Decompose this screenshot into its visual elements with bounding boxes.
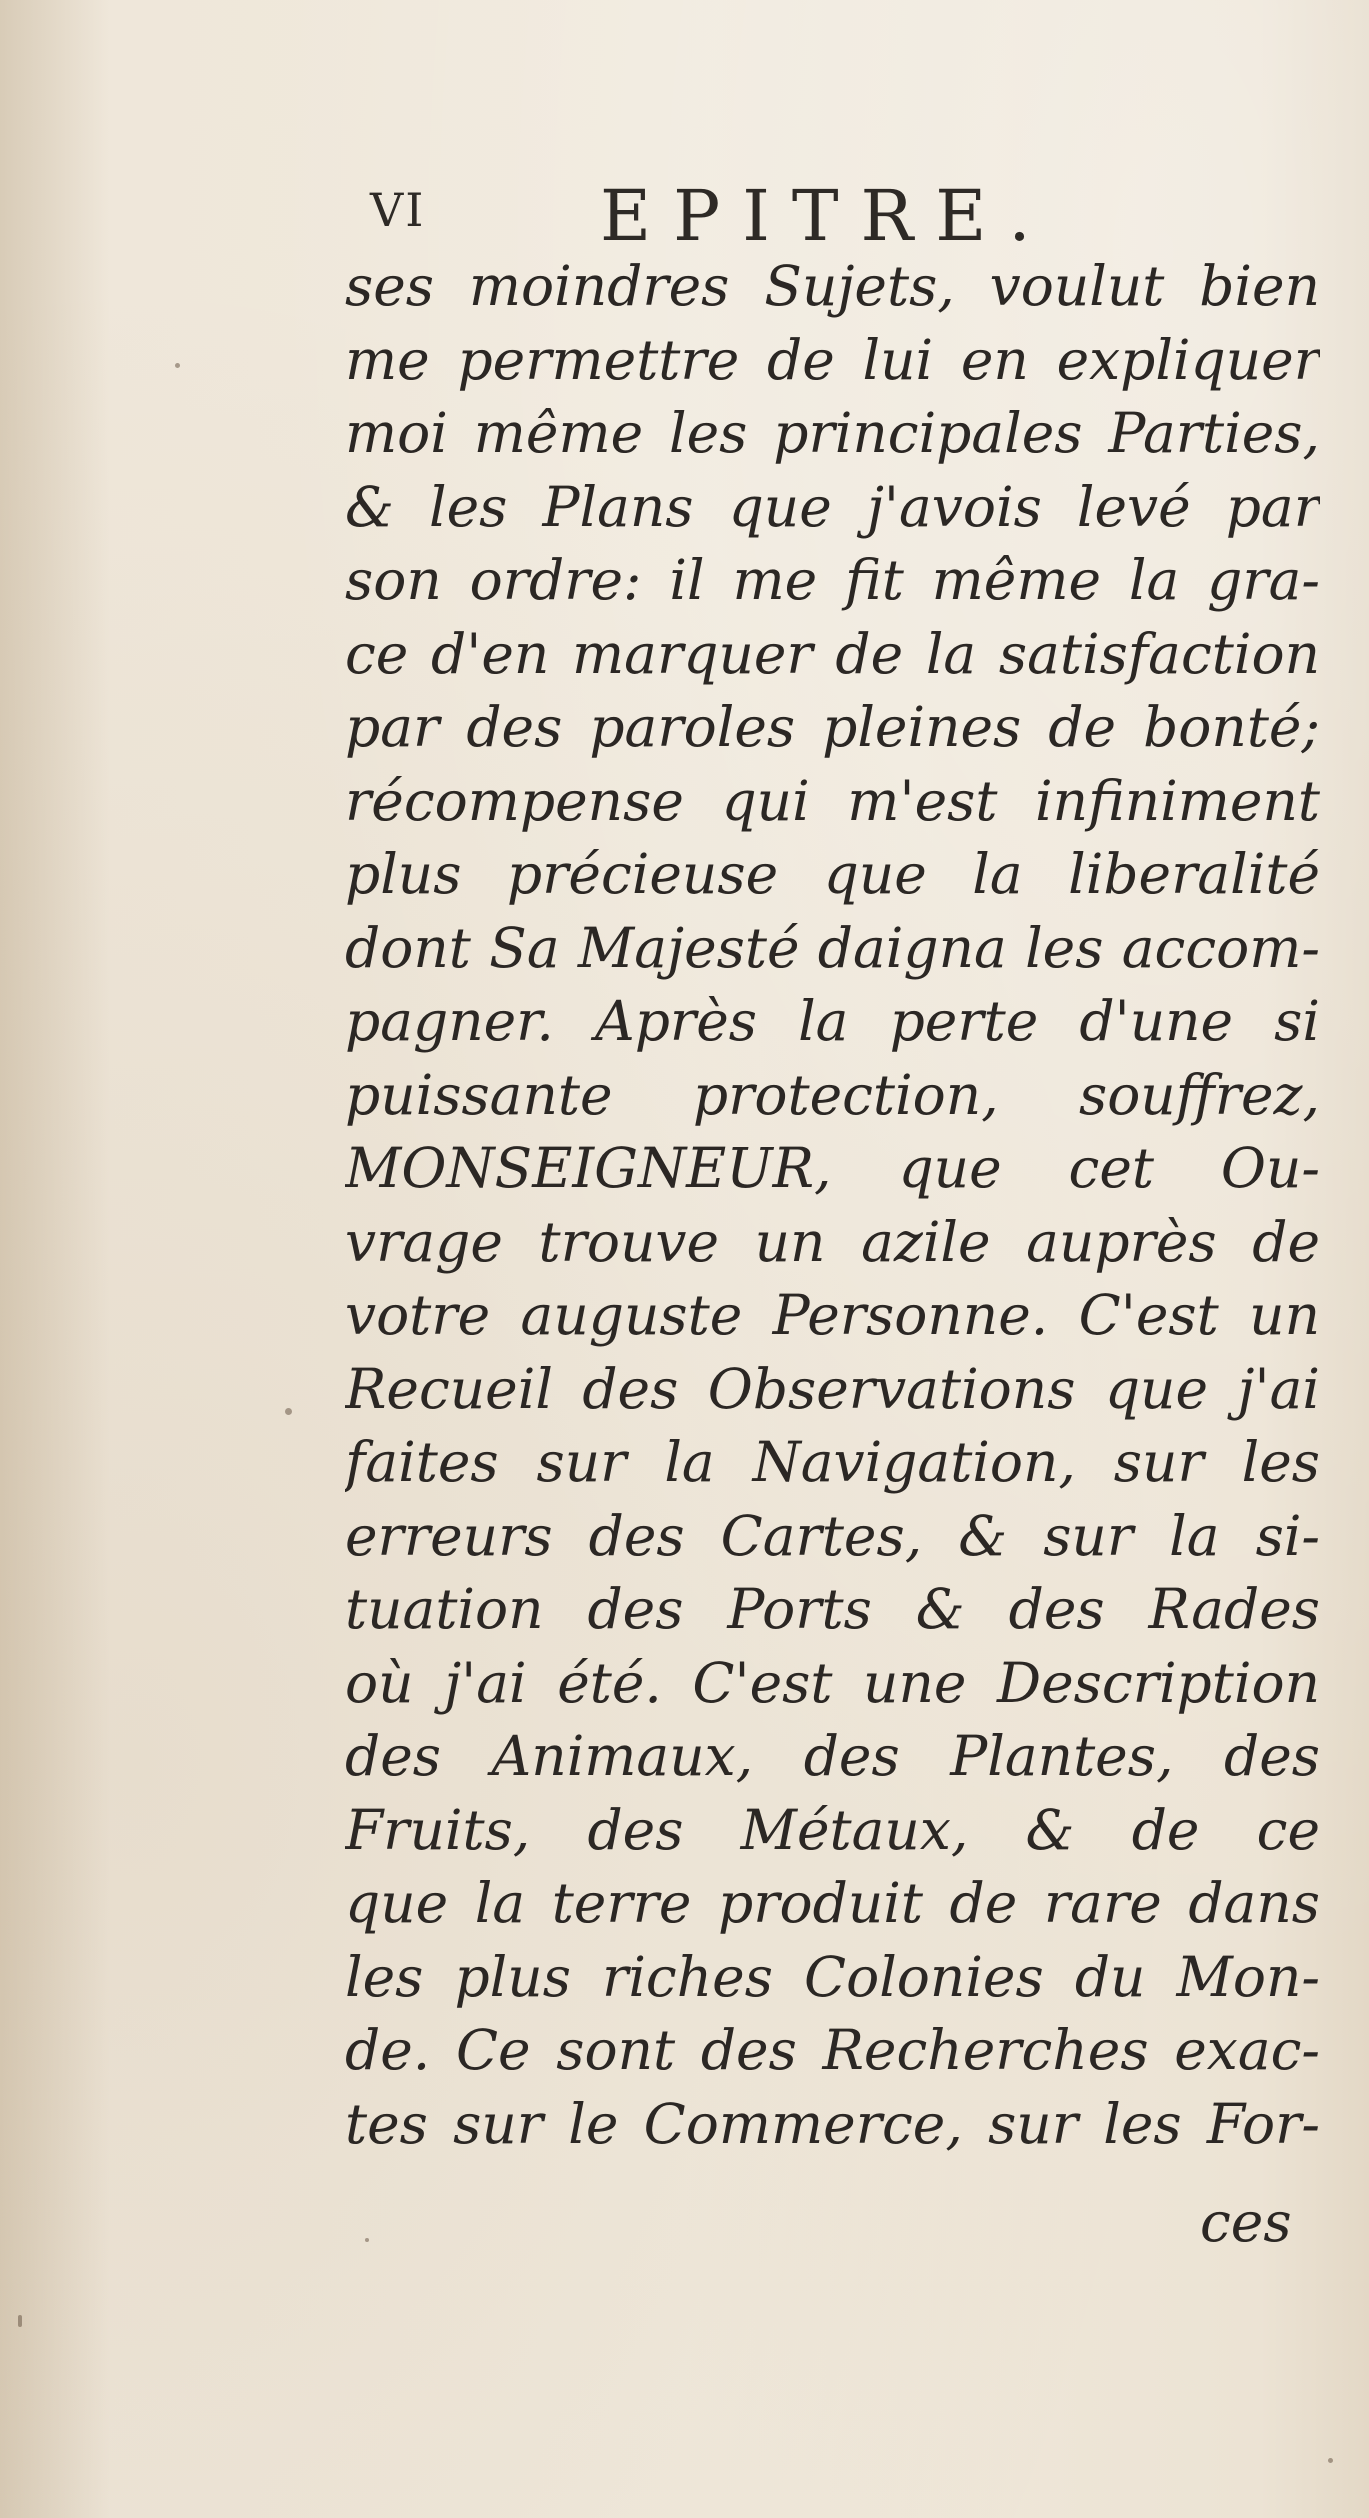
page-header — [345, 175, 1305, 255]
text-line: récompense qui m'est infiniment — [345, 768, 1320, 833]
text-line: plus précieuse que la liberalité — [345, 842, 1320, 906]
catchword: ces — [1200, 2190, 1292, 2254]
text-line: faites sur la Navigation, sur les — [345, 1430, 1320, 1494]
body-text — [345, 250, 1320, 2161]
text-line: que la terre produit de rare dans — [345, 1871, 1320, 1935]
text-line: où j'ai été. C'est une Description — [345, 1650, 1320, 1715]
text-line: les plus riches Colonies du Mon- — [345, 1944, 1320, 2009]
text-line: des Animaux, des Plantes, des — [345, 1724, 1320, 1788]
text-line: vrage trouve un azile auprès de — [345, 1209, 1320, 1274]
text-line: erreurs des Cartes, & sur la si- — [345, 1503, 1320, 1568]
text-line: & les Plans que j'avois levé par — [345, 474, 1320, 539]
text-line: Recueil des Observations que j'ai — [345, 1356, 1320, 1421]
text-line: ce d'en marquer de la satisfaction — [345, 621, 1320, 686]
text-line: de. Ce sont des Recherches exac- — [345, 2018, 1320, 2082]
text-line: pagner. Après la perte d'une si — [345, 989, 1320, 1053]
page-number: VI — [370, 183, 426, 237]
text-line: puissante protection, souffrez, — [345, 1062, 1320, 1127]
text-line: par des paroles pleines de bonté; — [345, 695, 1320, 759]
text-line: ses moindres Sujets, voulut bien — [345, 254, 1320, 318]
running-head: EPITRE. — [600, 175, 1053, 257]
text-line: son ordre: il me fit même la gra- — [345, 548, 1320, 612]
text-line: Fruits, des Métaux, & de ce — [345, 1797, 1320, 1862]
text-line: tes sur le Commerce, sur les For- — [345, 2091, 1320, 2156]
text-line: dont Sa Majesté daigna les accom- — [345, 915, 1320, 980]
text-line: MONSEIGNEUR, que cet Ou- — [345, 1136, 1320, 1200]
text-line: me permettre de lui en expliquer — [345, 327, 1320, 392]
page-gutter-shadow — [0, 0, 110, 2518]
text-line: tuation des Ports & des Rades — [345, 1577, 1320, 1641]
text-line: moi même les principales Parties, — [345, 401, 1320, 465]
text-line: votre auguste Personne. C'est un — [345, 1283, 1320, 1347]
